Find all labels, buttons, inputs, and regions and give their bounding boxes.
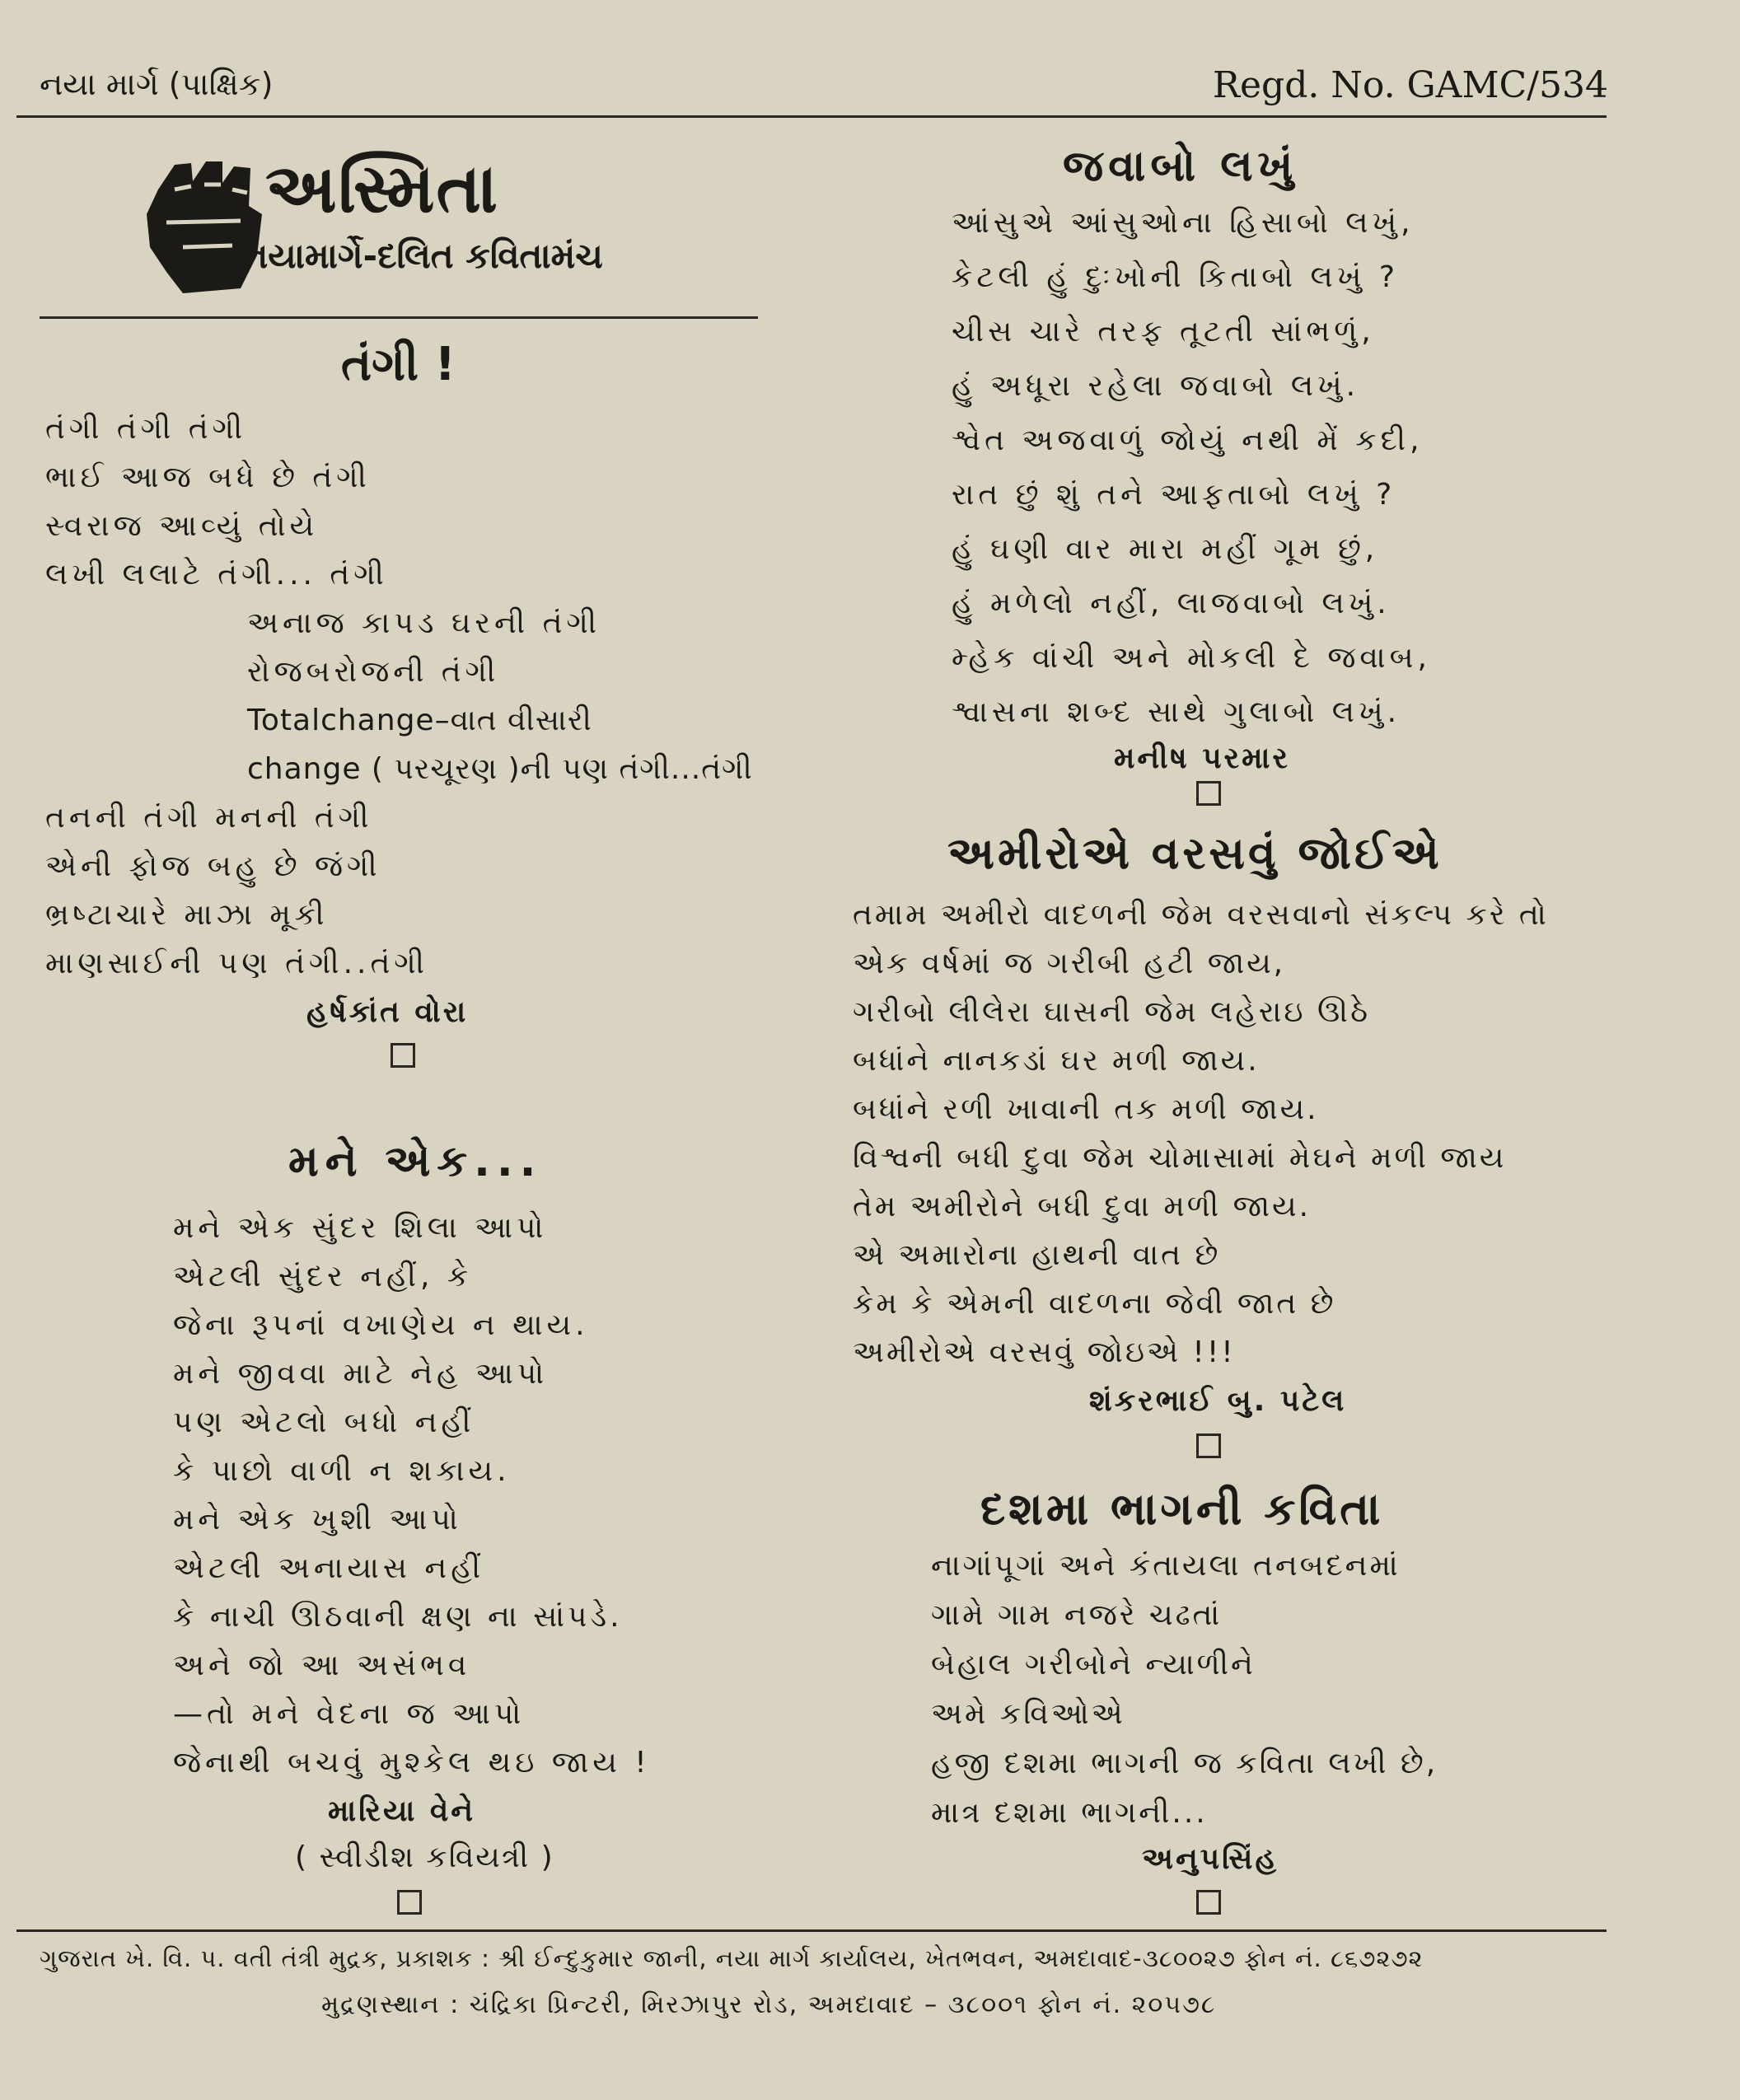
poem-line: તેમ અમીરોને બધી દુવા મળી જાય. bbox=[853, 1190, 1312, 1223]
poem-line: change ( પરચૂરણ )ની પણ તંગી...તંગી bbox=[247, 752, 753, 786]
poem-title: મને એક... bbox=[288, 1137, 543, 1186]
poem-author: હર્ષકાંત વોરા bbox=[306, 995, 469, 1029]
poem-line: મ્હેક વાંચી અને મોકલી દે જવાબ, bbox=[952, 641, 1431, 675]
poem-line: ચીસ ચારે તરફ તૂટતી સાંભળું, bbox=[952, 315, 1375, 348]
poem-line: એક વર્ષમાં જ ગરીબી હટી જાય, bbox=[853, 947, 1286, 980]
poem-line: બધાંને રળી ખાવાની તક મળી જાય. bbox=[853, 1092, 1319, 1126]
poem-line: ગરીબો લીલેરા ઘાસની જેમ લહેરાઇ ઊઠે bbox=[853, 995, 1371, 1029]
poem-title: અમીરોએ વરસવું જોઈએ bbox=[947, 827, 1443, 879]
logo-subtitle: નયામાર્ગે-દલિત કવિતામંચ bbox=[242, 236, 603, 276]
logo-rule bbox=[40, 316, 758, 319]
logo-title: અસ્મિતા bbox=[265, 150, 499, 228]
poem-line: જેનાથી બચવું મુશ્કેલ થઇ જાય ! bbox=[173, 1746, 651, 1780]
poem-line: માણસાઈની પણ તંગી..તંગી bbox=[45, 947, 428, 980]
poem-line: એટલી સુંદર નહીં, કે bbox=[173, 1260, 473, 1293]
poem-line: શ્વાસના શબ્દ સાથે ગુલાબો લખું. bbox=[952, 695, 1401, 729]
poem-author: મનીષ પરમાર bbox=[1114, 741, 1291, 775]
section-separator-box bbox=[1196, 781, 1221, 806]
poem-line: લખી લલાટે તંગી... તંગી bbox=[45, 558, 388, 592]
poem-line: કે નાચી ઊઠવાની ક્ષણ ના સાંપડે. bbox=[173, 1600, 623, 1634]
section-separator-box bbox=[391, 1043, 415, 1068]
poem-line: ગામે ગામ નજરે ચઢતાં bbox=[931, 1598, 1223, 1632]
poem-line: શ્વેત અજવાળું જોયું નથી મેં કદી, bbox=[952, 423, 1424, 457]
poem-line: કેમ કે એમની વાદળના જેવી જાત છે bbox=[853, 1287, 1336, 1321]
asmita-logo bbox=[142, 150, 677, 298]
poem-line: આંસુએ આંસુઓના હિસાબો લખું, bbox=[952, 206, 1415, 240]
poem-line: મને એક ખુશી આપો bbox=[173, 1503, 462, 1536]
author-note: ( સ્વીડીશ કવિયત્રી ) bbox=[295, 1840, 554, 1874]
footer-rule bbox=[16, 1929, 1607, 1932]
poem-line: તંગી તંગી તંગી bbox=[45, 412, 247, 446]
poem-line: ભાઈ આજ બધે છે તંગી bbox=[45, 461, 371, 494]
poem-line: અનાજ કાપડ ઘરની તંગી bbox=[247, 606, 601, 640]
publisher-info: ગુજરાત ખે. વિ. પ. વતી તંત્રી મુદ્રક, પ્રકાશક : શ્રી ઈન્દુકુમાર જાની, નયા માર્ગ કાર્યાલય, ખેતભવન, અમદાવાદ-૩૮૦૦૨૭ ફોન નં. ૮૬૭૨૭૨ bbox=[40, 1944, 1424, 1972]
poem-line: સ્વરાજ આવ્યું તોયે bbox=[45, 509, 319, 543]
section-separator-box bbox=[397, 1890, 422, 1915]
poem-title: જવાબો લખું bbox=[1063, 142, 1298, 191]
poem-line: રોજબરોજની તંગી bbox=[247, 655, 500, 689]
poem-line: મને એક સુંદર શિલા આપો bbox=[173, 1211, 548, 1245]
poem-line: Totalchange–વાત વીસારી bbox=[247, 704, 592, 737]
poem-title: દશમા ભાગની કવિતા bbox=[980, 1483, 1384, 1535]
publication-name: નયા માર્ગ (પાક્ષિક) bbox=[40, 66, 274, 102]
poem-line: અમે કવિઓએ bbox=[931, 1697, 1125, 1731]
poem-line: પણ એટલો બધો નહીં bbox=[173, 1405, 475, 1439]
poem-line: રાત છું શું તને આફતાબો લખું ? bbox=[952, 478, 1396, 512]
poem-line: એ અમારોના હાથની વાત છે bbox=[853, 1238, 1221, 1272]
poem-author: અનુપસિંહ bbox=[1142, 1842, 1279, 1876]
poem-line: હું મળેલો નહીં, લાજવાબો લખું. bbox=[952, 587, 1391, 620]
poem-line: અને જો આ અસંભવ bbox=[173, 1649, 471, 1682]
poem-line: હજી દશમા ભાગની જ કવિતા લખી છે, bbox=[931, 1747, 1438, 1780]
poem-line: બેહાલ ગરીબોને ન્યાળીને bbox=[931, 1648, 1256, 1681]
poem-line: જેના રૂપનાં વખાણેય ન થાય. bbox=[173, 1308, 589, 1342]
poem-line: કેટલી હું દુઃખોની કિતાબો લખું ? bbox=[952, 260, 1399, 294]
header-rule bbox=[16, 115, 1607, 118]
poem-line: મને જીવવા માટે નેહ આપો bbox=[173, 1357, 549, 1391]
poem-line: નાગાંપૂગાં અને કંતાયલા તનબદનમાં bbox=[931, 1549, 1401, 1583]
poem-line: અમીરોએ વરસવું જોઇએ !!! bbox=[853, 1335, 1236, 1369]
poem-line: —તો મને વેદના જ આપો bbox=[173, 1697, 526, 1731]
poem-line: બધાંને નાનકડાં ઘર મળી જાય. bbox=[853, 1044, 1260, 1078]
poem-line: હું ઘણી વાર મારા મહીં ગૂમ છું, bbox=[952, 532, 1379, 566]
poem-line: એની ફોજ બહુ છે જંગી bbox=[45, 849, 381, 883]
poem-line: તમામ અમીરો વાદળની જેમ વરસવાનો સંકલ્પ કરે તો bbox=[853, 898, 1549, 932]
section-separator-box bbox=[1196, 1434, 1221, 1458]
registration-number: Regd. No. GAMC/534 bbox=[1212, 64, 1608, 106]
poem-line: ભ્રષ્ટાચારે માઝા મૂકી bbox=[45, 898, 329, 932]
poem-line: વિશ્વની બધી દુવા જેમ ચોમાસામાં મેઘને મળી જાય bbox=[853, 1141, 1507, 1175]
section-separator-box bbox=[1196, 1890, 1221, 1915]
poem-title: તંગી ! bbox=[341, 338, 456, 391]
poem-line: કે પાછો વાળી ન શકાય. bbox=[173, 1454, 511, 1488]
poem-author: મારિયા વેને bbox=[328, 1794, 476, 1828]
poem-author: શંકરભાઈ બુ. પટેલ bbox=[1089, 1384, 1347, 1418]
poem-line: હું અધૂરા રહેલા જવાબો લખું. bbox=[952, 369, 1360, 403]
poem-line: તનની તંગી મનની તંગી bbox=[45, 801, 373, 835]
poem-line: એટલી અનાયાસ નહીં bbox=[173, 1551, 485, 1585]
poem-line: માત્ર દશમા ભાગની... bbox=[931, 1796, 1208, 1830]
printer-info: મુદ્રણસ્થાન : ચંદ્રિકા પ્રિન્ટરી, મિરઝાપુર રોડ, અમદાવાદ – ૩૮૦૦૧ ફોન નં. ૨૦૫૭૮ bbox=[321, 1990, 1217, 2019]
